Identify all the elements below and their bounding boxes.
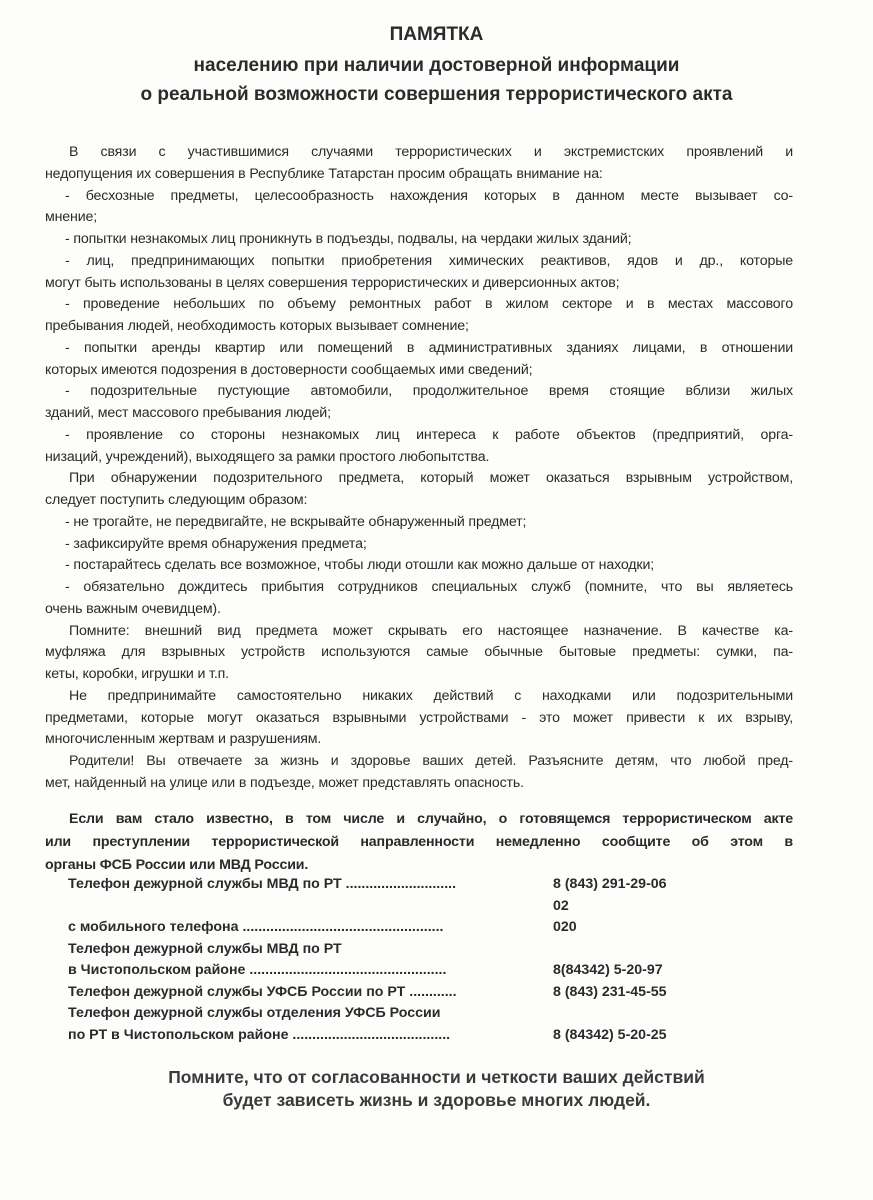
document-title: ПАМЯТКА — [389, 24, 484, 45]
paragraph-line: При обнаружении подозрительного предмета, который может оказаться взрывным устройством, — [69, 470, 793, 487]
paragraph-line: - попытки аренды квартир или помещений в административных зданиях лицами, в отношении — [65, 339, 793, 356]
paragraph-line: - подозрительные пустующие автомобили, продолжительное время стоящие вблизи жилых — [65, 383, 793, 400]
paragraph-line: Не предпринимайте самостоятельно никаких действий с находками или подозрительными — [69, 687, 793, 704]
paragraph-line: предметами, которые могут оказаться взрывными устройствами - это может привести к их взрыву, — [45, 709, 793, 726]
paragraph-line: которых имеются подозрения в достоверности сообщаемых ими сведений; — [45, 361, 533, 378]
document-subtitle-line1: населению при наличии достоверной информации — [193, 55, 680, 76]
paragraph-line: зданий, мест массового пребывания людей; — [45, 405, 331, 421]
paragraph-line: - лиц, предпринимающих попытки приобретения химических реактивов, ядов и др., которые — [65, 252, 793, 269]
phone-row — [68, 874, 728, 896]
paragraph-line: недопущения их совершения в Республике Татарстан просим обращать внимание на: — [45, 165, 603, 182]
paragraph-line: низаций, учреждений), выходящего за рамки простого любопытства. — [45, 448, 490, 465]
warning-line: Если вам стало известно, в том числе и случайно, о готовящемся террористическом акте — [69, 811, 793, 827]
paragraph — [45, 577, 793, 621]
warning-line: органы ФСБ России или МВД России. — [45, 857, 309, 873]
paragraph-line: многочисленным жертвам и разрушениям. — [45, 731, 322, 748]
closing-line2: будет зависеть жизнь и здоровье многих людей. — [222, 1089, 651, 1110]
memo-body — [45, 142, 793, 795]
phone-row — [68, 1025, 728, 1047]
phone-row — [68, 982, 728, 1004]
phone-list — [68, 874, 728, 1046]
phone-number: 8 (843) 231-45-55 — [553, 983, 667, 1000]
paragraph-line: - не трогайте, не передвигайте, не вскрывайте обнаруженный предмет; — [65, 513, 527, 530]
phone-label: Телефон дежурной службы отделения УФСБ России — [68, 1005, 441, 1021]
paragraph-line: мнение; — [45, 209, 98, 226]
phone-row — [68, 939, 728, 961]
paragraph — [45, 338, 793, 382]
paragraph-line: - попытки незнакомых лиц проникнуть в подъезды, подвалы, на чердаки жилых зданий; — [65, 231, 632, 247]
paragraph-line: - бесхозные предметы, целесообразность нахождения которых в данном месте вызывает со- — [65, 187, 793, 204]
phone-row — [68, 960, 728, 982]
phone-label — [68, 896, 553, 918]
paragraph-line: пребывания людей, необходимость которых вызывает сомнение; — [45, 318, 469, 334]
phone-number: 8 (843) 291-29-06 — [553, 876, 667, 892]
phone-label: Телефон дежурной службы УФСБ России по РТ ............ — [68, 983, 457, 1000]
phone-label: по РТ в Чистопольском районе ........................................ — [68, 1026, 451, 1043]
phone-label: Телефон дежурной службы МВД по РТ — [68, 940, 342, 957]
paragraph-line: очень важным очевидцем). — [45, 600, 221, 617]
paragraph — [45, 468, 793, 512]
phone-row — [68, 1003, 728, 1025]
phone-number: 020 — [553, 919, 577, 935]
phone-row — [68, 917, 728, 939]
paragraph — [45, 621, 793, 686]
paragraph-line: следует поступить следующим образом: — [45, 492, 308, 508]
paragraph-line: Родители! Вы отвечаете за жизнь и здоровье ваших детей. Разъясните детям, что любой пред- — [69, 753, 793, 769]
paragraph-line: - проявление со стороны незнакомых лиц интереса к работе объектов (предприятий, орга- — [65, 426, 793, 443]
paragraph — [45, 751, 793, 795]
paragraph — [45, 381, 793, 425]
paragraph — [45, 186, 793, 230]
paragraph — [45, 555, 793, 577]
phone-row — [68, 896, 728, 918]
paragraph-line: могут быть использованы в целях совершения террористических и диверсионных актов; — [45, 274, 620, 291]
closing-line1: Помните, что от согласованности и четкости ваших действий — [168, 1067, 705, 1087]
paragraph — [45, 512, 793, 534]
paragraph — [45, 142, 793, 186]
paragraph-line: - обязательно дождитесь прибытия сотрудников специальных служб (помните, что вы являетесь — [65, 579, 793, 595]
paragraph-line: - постарайтесь сделать все возможное, чтобы люди отошли как можно дальше от находки; — [65, 557, 655, 574]
phone-number: 8 (84342) 5-20-25 — [553, 1026, 667, 1043]
phone-number: 02 — [553, 897, 569, 914]
phone-label: с мобильного телефона ................................................... — [68, 919, 444, 935]
paragraph — [45, 686, 793, 751]
document-subtitle-line2: о реальной возможности совершения террористического акта — [140, 84, 733, 105]
paragraph-line: Помните: внешний вид предмета может скрывать его настоящее назначение. В качестве ка- — [69, 622, 793, 639]
warning-notice — [45, 808, 793, 877]
paragraph-line: - зафиксируйте время обнаружения предмета; — [65, 535, 367, 552]
paragraph-line: мет, найденный на улице или в подъезде, может представлять опасность. — [45, 774, 524, 791]
paragraph — [45, 251, 793, 295]
phone-label: Телефон дежурной службы МВД по РТ ............................ — [68, 876, 457, 892]
warning-line: или преступлении террористической направленности немедленно сообщите об этом в — [45, 834, 793, 850]
phone-label: в Чистопольском районе .................................................. — [68, 962, 447, 978]
paragraph-line: В связи с участившимися случаями террористических и экстремистских проявлений и — [69, 144, 793, 160]
paragraph — [45, 425, 793, 469]
paragraph — [45, 534, 793, 556]
paragraph-line: муфляжа для взрывных устройств используются самые обычные бытовые предметы: сумки, па- — [45, 644, 793, 661]
phone-number: 8(84342) 5-20-97 — [553, 962, 663, 978]
paragraph-line: кеты, коробки, игрушки и т.п. — [45, 666, 229, 682]
paragraph — [45, 229, 793, 251]
closing-note — [0, 1066, 873, 1111]
paragraph — [45, 294, 793, 338]
paragraph-line: - проведение небольших по объему ремонтных работ в жилом секторе и в местах массового — [65, 296, 793, 313]
